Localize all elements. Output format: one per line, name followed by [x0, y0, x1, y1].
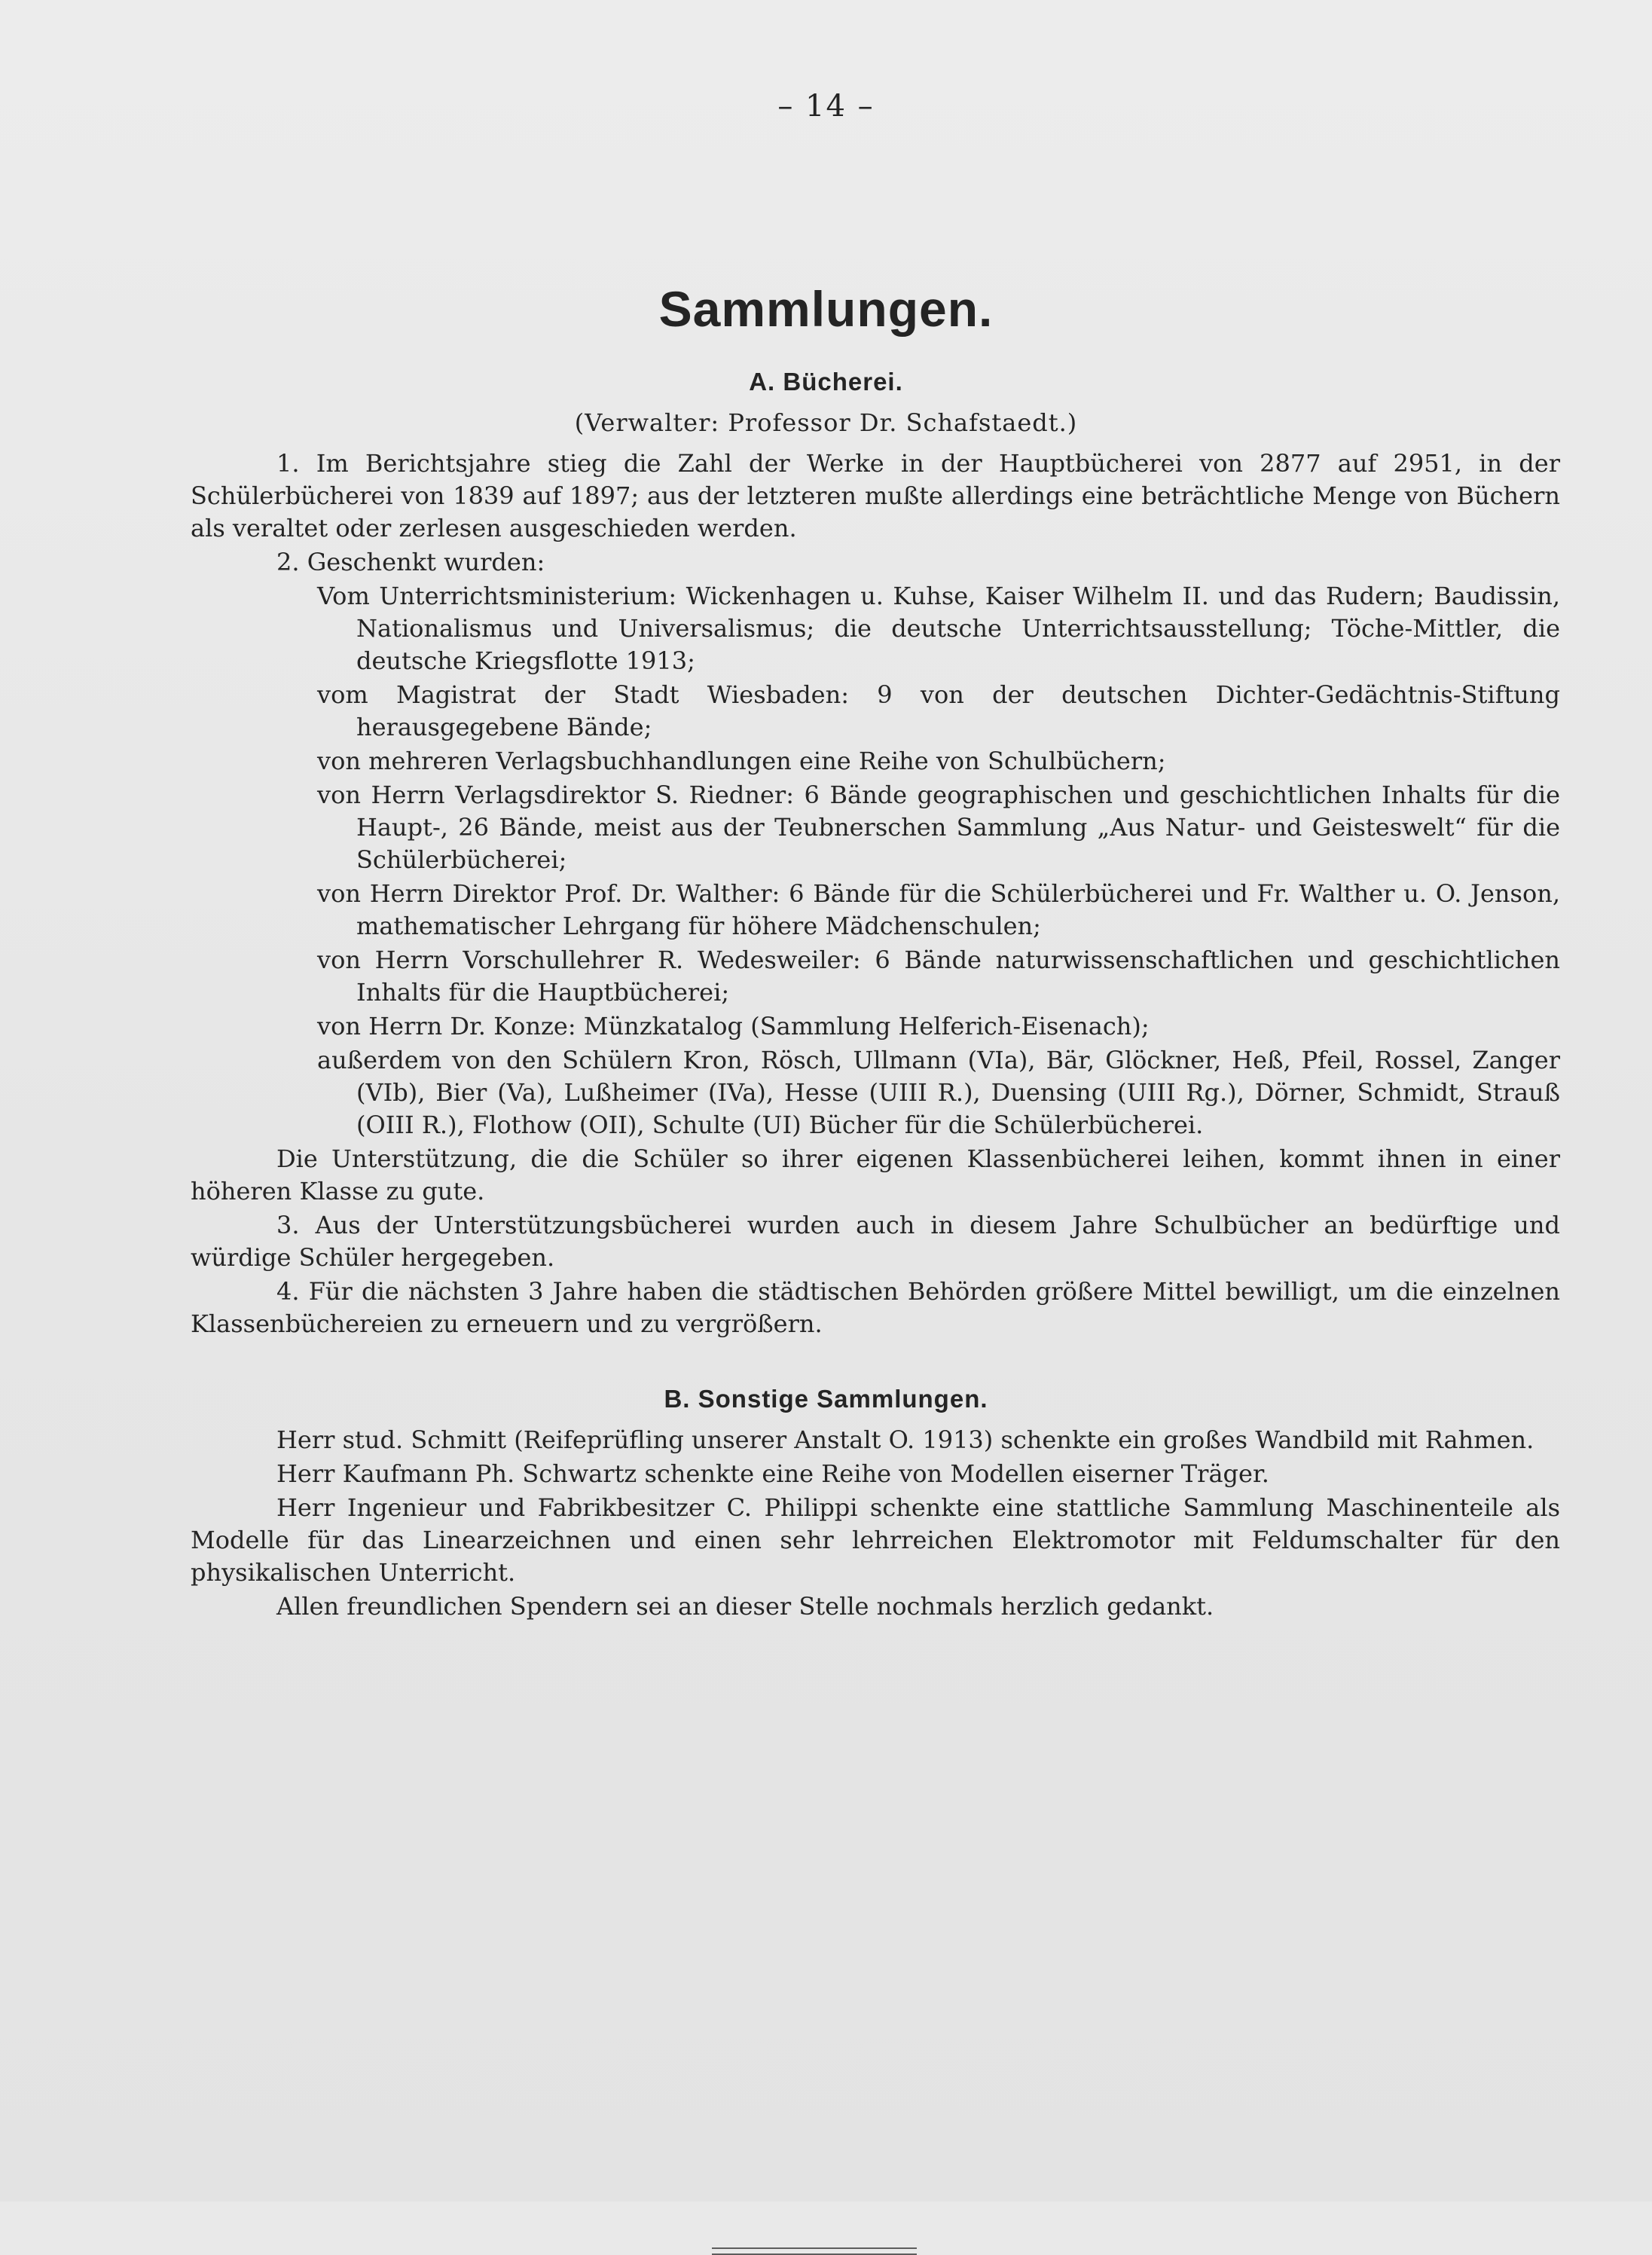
section-b-heading: B. Sonstige Sammlungen.: [664, 1385, 988, 1413]
section-a-heading: A. Bücherei.: [749, 368, 903, 396]
section-a-item-1: 1. Im Berichtsjahre stieg die Zahl der Werke in der Hauptbücherei von 2877 auf 2951, in der Schülerbücherei von 1839 auf 1897; aus der letzteren mußte allerdings eine beträchtliche Menge von Büchern als veraltet oder zerlesen ausgeschieden werden.: [191, 449, 1560, 542]
donation-item: vom Magistrat der Stadt Wiesbaden: 9 von der deutschen Dichter-Gedächtnis-Stiftung herausgegebene Bände;: [317, 680, 1560, 741]
page-title: Sammlungen.: [658, 281, 994, 337]
section-a-body: [191, 448, 1560, 1342]
donation-item: außerdem von den Schülern Kron, Rösch, Ullmann (VIa), Bär, Glöckner, Heß, Pfeil, Rossel, Zanger (VIb), Bier (Va), Lußheimer (IVa), Hesse (UIII R.), Duensing (UIII Rg.), Dörner, Schmidt, Strauß (OIII R.), Flothow (OII), Schulte (UI) Bücher für die Schülerbücherei.: [317, 1046, 1560, 1139]
donation-list: [317, 580, 1560, 1141]
section-a-item-3: 3. Aus der Unterstützungsbücherei wurden auch in diesem Jahre Schulbücher an bedürftige und würdige Schüler hergegeben.: [191, 1211, 1560, 1272]
donation-item: von Herrn Dr. Konze: Münzkatalog (Sammlung Helferich-Eisenach);: [317, 1012, 1150, 1040]
donation-item: von Herrn Vorschullehrer R. Wedesweiler: 6 Bände naturwissenschaftlichen und geschichtlichen Inhalts für die Hauptbücherei;: [317, 946, 1560, 1007]
section-a-administrator: (Verwalter: Professor Dr. Schafstaedt.): [574, 408, 1078, 437]
section-a-item-4: 4. Für die nächsten 3 Jahre haben die städtischen Behörden größere Mittel bewilligt, um die einzelnen Klassenbüchereien zu erneuern und zu vergrößern.: [191, 1277, 1560, 1338]
support-note: Die Unterstützung, die die Schüler so ihrer eigenen Klassenbücherei leihen, kommt ihnen in einer höheren Klasse zu gute.: [191, 1144, 1560, 1205]
section-b-paragraph: Herr Ingenieur und Fabrikbesitzer C. Philippi schenkte eine stattliche Sammlung Maschinenteile als Modelle für das Linearzeichnen und einen sehr lehrreichen Elektromotor mit Feldumschalter für den physikalischen Unterricht.: [191, 1493, 1560, 1587]
section-a-item-2-intro: 2. Geschenkt wurden:: [276, 548, 545, 576]
page-number: – 14 –: [777, 89, 875, 124]
section-b-paragraph: Allen freundlichen Spendern sei an dieser Stelle nochmals herzlich gedankt.: [276, 1592, 1214, 1621]
section-b-paragraph: Herr Kaufmann Ph. Schwartz schenkte eine Reihe von Modellen eiserner Träger.: [276, 1459, 1269, 1488]
donation-item: von mehreren Verlagsbuchhandlungen eine Reihe von Schulbüchern;: [317, 747, 1166, 775]
donation-item: von Herrn Verlagsdirektor S. Riedner: 6 Bände geographischen und geschichtlichen Inhalts für die Haupt-, 26 Bände, meist aus der Teubnerschen Sammlung „Aus Natur- und Geisteswelt“ für die Schülerbücherei;: [317, 781, 1560, 874]
donation-item: von Herrn Direktor Prof. Dr. Walther: 6 Bände für die Schülerbücherei und Fr. Walther u. O. Jenson, mathematischer Lehrgang für höhere Mädchenschulen;: [317, 879, 1560, 940]
section-b-paragraph: Herr stud. Schmitt (Reifeprüfling unserer Anstalt O. 1913) schenkte ein großes Wandbild mit Rahmen.: [276, 1425, 1534, 1454]
donation-item: Vom Unterrichtsministerium: Wickenhagen u. Kuhse, Kaiser Wilhelm II. und das Rudern; Baudissin, Nationalismus und Universalismus; die deutsche Unterrichtsausstellung; Töche-Mittler, die deutsche Kriegsflotte 1913;: [317, 582, 1560, 675]
section-b-body: [191, 1424, 1560, 1624]
end-rule-top: [712, 2247, 917, 2249]
